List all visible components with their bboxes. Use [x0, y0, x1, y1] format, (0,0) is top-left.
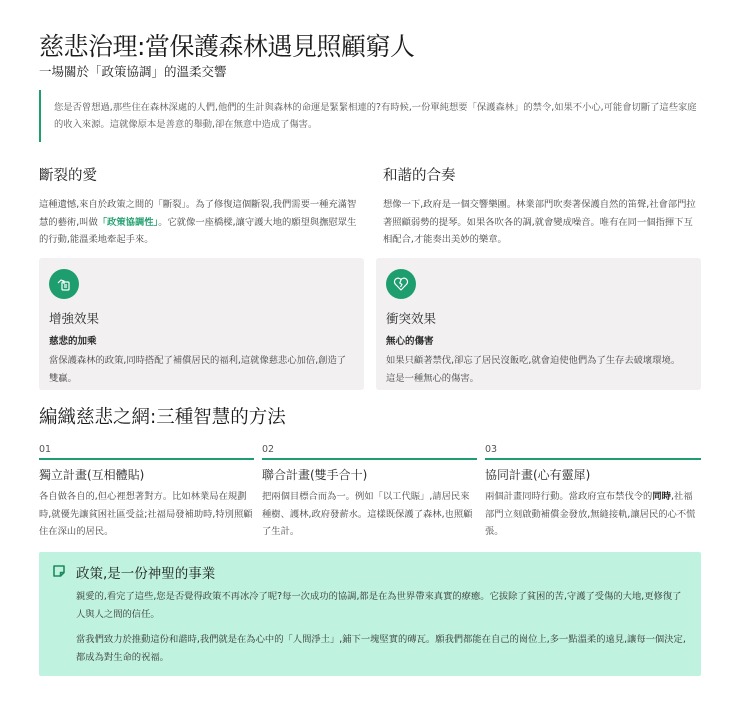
step-number: 02	[262, 444, 477, 460]
card-title: 增強效果	[49, 311, 100, 326]
note-icon	[52, 563, 66, 582]
section-text	[39, 196, 364, 249]
method-step-3	[485, 444, 701, 541]
intro-quote: 您是否曾想過,那些住在森林深處的人們,他們的生計與森林的命運是緊緊相連的?有時候,一份單純想要「保護森林」的禁令,如果不小心,可能會切斷了這些家庭的收入來源。這就像原本是善意的舉動,卻在無意中造成了傷害。	[39, 90, 701, 142]
text-span: ,社福部門立刻啟動補償金發放,無縫接軌,讓居民的心不慌張。	[485, 491, 696, 537]
section-text: 想像一下,政府是一個交響樂團。林業部門吹奏著保護自然的笛聲,社會部門拉著照顧弱勢的提琴。如果各吹各的調,就會變成噪音。唯有在同一個指揮下互相配合,才能奏出美妙的樂章。	[383, 199, 696, 245]
step-text	[485, 488, 701, 541]
bold-term: 同時	[652, 491, 671, 502]
step-text: 把兩個目標合而為一。例如「以工代賑」,請居民來種樹、護林,政府發薪水。這樣既保護了森林,也照顧了生計。	[262, 491, 473, 537]
card-subtitle: 無心的傷害	[386, 336, 434, 347]
callout-paragraph: 親愛的,看完了這些,您是否覺得政策不再冰冷了呢?每一次成功的協調,都是在為世界帶來真實的療癒。它拔除了貧困的苦,守護了受傷的大地,更修復了人與人之間的信任。	[76, 591, 682, 620]
card-text: 當保護森林的政策,同時搭配了補償居民的福利,這就像慈悲心加倍,創造了雙贏。	[49, 355, 347, 384]
card-enhance-effect	[39, 258, 364, 390]
step-title: 聯合計畫(雙手合十)	[262, 468, 368, 482]
page-title: 慈悲治理:當保護森林遇見照顧窮人	[39, 32, 415, 61]
text-span: 這種遺憾,來自於政策之間的「斷裂」。為了修復這個斷裂,我們需要一種充滿智慧的藝術,叫做	[39, 199, 357, 228]
page-subtitle: 一場關於「政策協調」的溫柔交響	[39, 64, 227, 79]
card-text: 如果只顧著禁伐,卻忘了居民沒飯吃,就會迫使他們為了生存去破壞環境。這是一種無心的傷害。	[386, 355, 681, 384]
text-span: 兩個計畫同時行動。當政府宣布禁伐令的	[485, 491, 653, 502]
broken-heart-icon	[386, 269, 416, 299]
methods-title: 編織慈悲之網:三種智慧的方法	[39, 407, 286, 428]
section-harmony	[383, 164, 701, 249]
card-subtitle: 慈悲的加乘	[49, 336, 97, 347]
card-conflict-effect	[376, 258, 701, 390]
step-number: 03	[485, 444, 701, 460]
method-step-2	[262, 444, 477, 541]
callout-box	[39, 552, 701, 676]
callout-paragraph: 當我們致力於推動這份和諧時,我們就是在為心中的「人間淨土」,鋪下一塊堅實的磚瓦。願我們都能在自己的崗位上,多一點溫柔的遠見,讓每一個決定,都成為對生命的祝福。	[76, 634, 686, 663]
card-title: 衝突效果	[386, 311, 437, 326]
text-span: 。它就像一座橋樑,讓守護大地的願望與撫慰眾生的行動,能溫柔地牽起手來。	[39, 216, 357, 245]
method-step-1	[39, 444, 254, 541]
section-broken-love	[39, 164, 364, 249]
section-title: 斷裂的愛	[39, 168, 97, 184]
step-number: 01	[39, 444, 254, 460]
section-title: 和諧的合奏	[383, 168, 456, 184]
step-title: 協同計畫(心有靈犀)	[485, 468, 591, 482]
highlight-term: 「政策協調性」	[97, 216, 159, 228]
step-text: 各自做各自的,但心裡想著對方。比如林業局在規劃時,就優先讓貧困社區受益;社福局發補助時,特別照顧住在深山的居民。	[39, 491, 253, 537]
callout-title: 政策,是一份神聖的事業	[76, 566, 216, 582]
helping-hands-icon	[49, 269, 79, 299]
step-title: 獨立計畫(互相體貼)	[39, 468, 145, 482]
